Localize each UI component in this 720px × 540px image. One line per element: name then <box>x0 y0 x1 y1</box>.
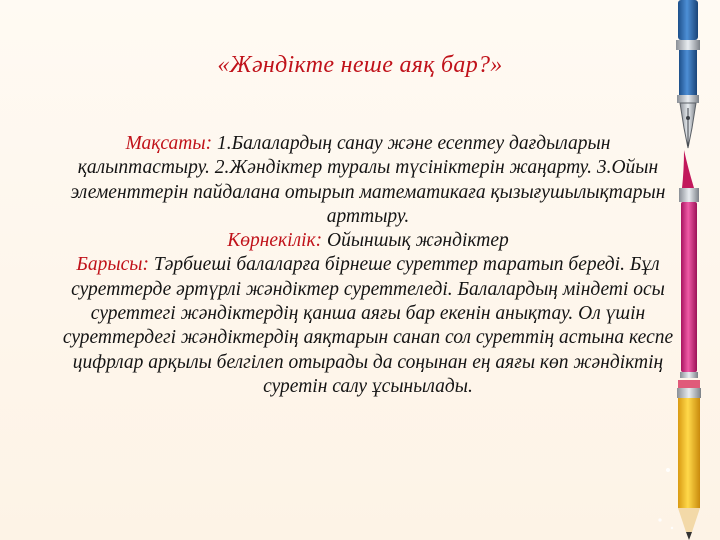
slide-title: «Жәндікте неше аяқ бар?» <box>217 52 503 78</box>
materials-text: Ойыншық жәндіктер <box>322 230 509 252</box>
fountain-pen-icon <box>676 0 700 148</box>
goal-paragraph <box>58 132 678 229</box>
materials-paragraph <box>58 229 678 253</box>
materials-label: Көрнекілік: <box>227 230 323 252</box>
pencil-icon <box>677 380 701 540</box>
goal-label: Мақсаты: <box>125 133 213 154</box>
paint-brush-icon <box>679 150 699 378</box>
procedure-text: Тәрбиеші балаларға бірнеше суреттер таратып береді. Бұл суреттерде әртүрлі жәндіктер суреттеледі. Балалардың міндеті осы суреттегі жәндіктердің қанша аяғы бар екенін анықтау. Ол үшін суреттердегі жәндіктердің аяқтарын санап сол суреттің астына кеспе цифрлар арқылы белгілеп отырады да соңынан ең аяғы көп жәндіктің суретін салу ұсынылады. <box>62 254 674 397</box>
goal-text: 1.Балалардың санау және есептеу дағдыларын қалыптастыру. 2.Жәндіктер туралы түсініктерін жаңарту. 3.Ойын элементтерін пайдалана отырып математикаға қызығушылықтарын арттыру. <box>70 133 666 227</box>
slide-body <box>58 132 678 399</box>
pencils-decoration <box>632 0 720 540</box>
procedure-label: Барысы: <box>76 254 149 276</box>
procedure-paragraph <box>58 253 678 399</box>
sparkle-icon <box>658 468 673 529</box>
